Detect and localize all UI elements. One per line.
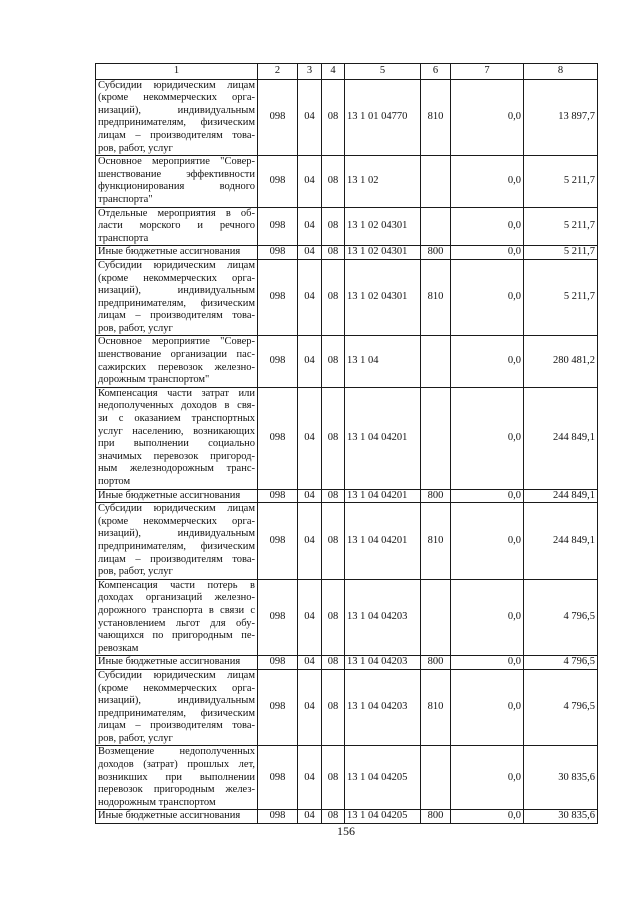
item-name-cell bbox=[96, 246, 258, 260]
column-8-cell: 280 481,2 bbox=[524, 336, 598, 387]
item-name-line: лицам – производителям това- bbox=[98, 720, 255, 732]
item-name-line: портом bbox=[98, 476, 131, 487]
column-number-header: 5 bbox=[345, 64, 421, 80]
item-name-line: (кроме некоммерческих орга- bbox=[98, 272, 255, 284]
column-7-cell: 0,0 bbox=[451, 387, 524, 489]
item-name-line: ным железнодорожным транс- bbox=[98, 463, 255, 475]
item-name-line: шенствование организации пас- bbox=[98, 349, 255, 361]
item-name-line: значимых перевозок пригород- bbox=[98, 450, 255, 462]
item-name-line: Основное мероприятие "Совер- bbox=[98, 156, 255, 168]
column-5-cell: 13 1 04 04201 bbox=[345, 489, 421, 503]
item-name-cell bbox=[96, 503, 258, 580]
table-row bbox=[96, 336, 598, 387]
item-name-line: Возмещение недополученных bbox=[98, 746, 255, 758]
table-row bbox=[96, 669, 598, 746]
column-6-cell: 810 bbox=[421, 503, 451, 580]
item-name-line: функционирования водного bbox=[98, 181, 255, 193]
column-7-cell: 0,0 bbox=[451, 810, 524, 824]
item-name-line: ласти морского и речного bbox=[98, 220, 255, 232]
item-name-cell bbox=[96, 656, 258, 670]
table-row bbox=[96, 156, 598, 207]
table-row bbox=[96, 656, 598, 670]
column-number-header: 8 bbox=[524, 64, 598, 80]
column-8-cell: 5 211,7 bbox=[524, 246, 598, 260]
item-name-line: низаций), индивидуальным bbox=[98, 104, 255, 116]
item-name-line: дорожного транспорта в связи с bbox=[98, 604, 255, 616]
column-6-cell: 800 bbox=[421, 489, 451, 503]
column-2-cell: 098 bbox=[258, 246, 298, 260]
table-row bbox=[96, 79, 598, 156]
column-4-cell: 08 bbox=[322, 79, 345, 156]
table-row bbox=[96, 746, 598, 810]
column-5-cell: 13 1 01 04770 bbox=[345, 79, 421, 156]
column-5-cell: 13 1 02 04301 bbox=[345, 259, 421, 336]
item-name-line: лицам – производителям това- bbox=[98, 553, 255, 565]
column-2-cell: 098 bbox=[258, 746, 298, 810]
column-5-cell: 13 1 02 04301 bbox=[345, 207, 421, 246]
item-name-line: предпринимателям, физическим bbox=[98, 540, 255, 552]
item-name-line: предпринимателям, физическим bbox=[98, 707, 255, 719]
column-6-cell: 800 bbox=[421, 810, 451, 824]
column-6-cell bbox=[421, 207, 451, 246]
column-7-cell: 0,0 bbox=[451, 336, 524, 387]
column-5-cell: 13 1 04 04201 bbox=[345, 503, 421, 580]
item-name-line: Субсидии юридическим лицам bbox=[98, 259, 255, 271]
table-row bbox=[96, 503, 598, 580]
column-4-cell: 08 bbox=[322, 656, 345, 670]
column-8-cell: 5 211,7 bbox=[524, 207, 598, 246]
column-2-cell: 098 bbox=[258, 810, 298, 824]
column-8-cell: 30 835,6 bbox=[524, 810, 598, 824]
item-name-line: доходов (затрат) прошлых лет, bbox=[98, 759, 255, 771]
item-name-line: ревозкам bbox=[98, 642, 139, 654]
item-name-line: при выполнении социально bbox=[98, 438, 255, 450]
column-7-cell: 0,0 bbox=[451, 579, 524, 656]
item-name-line: Субсидии юридическим лицам bbox=[98, 669, 255, 681]
column-7-cell: 0,0 bbox=[451, 669, 524, 746]
column-3-cell: 04 bbox=[298, 810, 322, 824]
table-row bbox=[96, 259, 598, 336]
column-7-cell: 0,0 bbox=[451, 656, 524, 670]
column-3-cell: 04 bbox=[298, 207, 322, 246]
item-name-line: возникших при выполнении bbox=[98, 771, 255, 783]
item-name-line: ров, работ, услуг bbox=[98, 566, 173, 578]
column-5-cell: 13 1 04 04201 bbox=[345, 387, 421, 489]
column-3-cell: 04 bbox=[298, 746, 322, 810]
column-number-header: 3 bbox=[298, 64, 322, 80]
item-name-line: шенствование эффективности bbox=[98, 168, 255, 180]
column-5-cell: 13 1 04 bbox=[345, 336, 421, 387]
item-name-line: нодорожным транспортом bbox=[98, 796, 216, 808]
column-6-cell bbox=[421, 156, 451, 207]
table-body bbox=[96, 79, 598, 823]
column-5-cell: 13 1 04 04205 bbox=[345, 810, 421, 824]
column-4-cell: 08 bbox=[322, 336, 345, 387]
item-name-line: дорожным транспортом" bbox=[98, 374, 210, 386]
column-6-cell: 800 bbox=[421, 656, 451, 670]
column-8-cell: 244 849,1 bbox=[524, 503, 598, 580]
column-4-cell: 08 bbox=[322, 669, 345, 746]
column-2-cell: 098 bbox=[258, 207, 298, 246]
column-8-cell: 244 849,1 bbox=[524, 489, 598, 503]
item-name-cell bbox=[96, 489, 258, 503]
item-name-cell bbox=[96, 810, 258, 824]
column-8-cell: 30 835,6 bbox=[524, 746, 598, 810]
column-8-cell: 5 211,7 bbox=[524, 259, 598, 336]
column-8-cell: 4 796,5 bbox=[524, 579, 598, 656]
column-2-cell: 098 bbox=[258, 387, 298, 489]
item-name-line: ров, работ, услуг bbox=[98, 732, 173, 744]
item-name-cell bbox=[96, 79, 258, 156]
column-3-cell: 04 bbox=[298, 79, 322, 156]
column-4-cell: 08 bbox=[322, 579, 345, 656]
item-name-line: Основное мероприятие "Совер- bbox=[98, 336, 255, 348]
column-6-cell: 800 bbox=[421, 246, 451, 260]
column-7-cell: 0,0 bbox=[451, 489, 524, 503]
item-name-line: Субсидии юридическим лицам bbox=[98, 79, 255, 91]
column-7-cell: 0,0 bbox=[451, 503, 524, 580]
column-4-cell: 08 bbox=[322, 387, 345, 489]
column-5-cell: 13 1 04 04205 bbox=[345, 746, 421, 810]
item-name-line: (кроме некоммерческих орга- bbox=[98, 682, 255, 694]
column-2-cell: 098 bbox=[258, 79, 298, 156]
item-name-cell bbox=[96, 207, 258, 246]
column-2-cell: 098 bbox=[258, 656, 298, 670]
item-name-line: ров, работ, услуг bbox=[98, 322, 173, 334]
column-3-cell: 04 bbox=[298, 579, 322, 656]
column-7-cell: 0,0 bbox=[451, 746, 524, 810]
item-name-line: установлением льгот для обу- bbox=[98, 617, 255, 629]
item-name-line: Иные бюджетные ассигнования bbox=[98, 656, 241, 668]
column-number-row bbox=[96, 64, 598, 80]
item-name-line: лицам – производителям това- bbox=[98, 129, 255, 141]
table-row bbox=[96, 387, 598, 489]
item-name-line: Отдельные мероприятия в об- bbox=[98, 207, 255, 219]
column-3-cell: 04 bbox=[298, 336, 322, 387]
table-row bbox=[96, 579, 598, 656]
item-name-line: ров, работ, услуг bbox=[98, 142, 173, 154]
item-name-line: низаций), индивидуальным bbox=[98, 285, 255, 297]
table-row bbox=[96, 207, 598, 246]
item-name-line: сажирских перевозок железно- bbox=[98, 361, 255, 373]
table-row bbox=[96, 246, 598, 260]
column-5-cell: 13 1 04 04203 bbox=[345, 656, 421, 670]
item-name-line: доходах организаций железно- bbox=[98, 592, 255, 604]
table-row bbox=[96, 489, 598, 503]
column-8-cell: 5 211,7 bbox=[524, 156, 598, 207]
item-name-line: недополученных доходов в свя- bbox=[98, 400, 255, 412]
column-4-cell: 08 bbox=[322, 489, 345, 503]
table-row bbox=[96, 810, 598, 824]
column-2-cell: 098 bbox=[258, 669, 298, 746]
item-name-line: услуг населению, возникающих bbox=[98, 425, 255, 437]
item-name-line: предпринимателям, физическим bbox=[98, 297, 255, 309]
column-6-cell bbox=[421, 387, 451, 489]
column-8-cell: 4 796,5 bbox=[524, 656, 598, 670]
column-5-cell: 13 1 04 04203 bbox=[345, 579, 421, 656]
item-name-line: транспорта" bbox=[98, 193, 153, 205]
column-number-header: 1 bbox=[96, 64, 258, 80]
column-6-cell: 810 bbox=[421, 669, 451, 746]
column-number-header: 6 bbox=[421, 64, 451, 80]
item-name-line: Иные бюджетные ассигнования bbox=[98, 246, 241, 258]
column-3-cell: 04 bbox=[298, 156, 322, 207]
column-4-cell: 08 bbox=[322, 810, 345, 824]
item-name-line: перевозок пригородным желез- bbox=[98, 784, 255, 796]
column-3-cell: 04 bbox=[298, 669, 322, 746]
item-name-line: Субсидии юридическим лицам bbox=[98, 503, 255, 515]
item-name-cell bbox=[96, 387, 258, 489]
item-name-line: Компенсация части потерь в bbox=[98, 579, 255, 591]
item-name-cell bbox=[96, 336, 258, 387]
column-number-header: 7 bbox=[451, 64, 524, 80]
column-4-cell: 08 bbox=[322, 207, 345, 246]
item-name-line: лицам – производителям това- bbox=[98, 310, 255, 322]
item-name-line: чающихся по пригородным пе- bbox=[98, 630, 255, 642]
column-7-cell: 0,0 bbox=[451, 246, 524, 260]
column-4-cell: 08 bbox=[322, 503, 345, 580]
column-2-cell: 098 bbox=[258, 579, 298, 656]
column-3-cell: 04 bbox=[298, 489, 322, 503]
column-2-cell: 098 bbox=[258, 489, 298, 503]
column-4-cell: 08 bbox=[322, 246, 345, 260]
column-7-cell: 0,0 bbox=[451, 207, 524, 246]
item-name-line: Иные бюджетные ассигнования bbox=[98, 810, 241, 822]
column-6-cell bbox=[421, 336, 451, 387]
column-6-cell bbox=[421, 746, 451, 810]
column-2-cell: 098 bbox=[258, 156, 298, 207]
item-name-line: зи с оказанием транспортных bbox=[98, 413, 255, 425]
column-3-cell: 04 bbox=[298, 246, 322, 260]
item-name-line: Иные бюджетные ассигнования bbox=[98, 489, 241, 501]
item-name-line: (кроме некоммерческих орга- bbox=[98, 515, 255, 527]
column-8-cell: 244 849,1 bbox=[524, 387, 598, 489]
item-name-line: низаций), индивидуальным bbox=[98, 528, 255, 540]
item-name-line: (кроме некоммерческих орга- bbox=[98, 92, 255, 104]
column-6-cell: 810 bbox=[421, 259, 451, 336]
column-2-cell: 098 bbox=[258, 259, 298, 336]
column-4-cell: 08 bbox=[322, 259, 345, 336]
column-8-cell: 4 796,5 bbox=[524, 669, 598, 746]
column-number-header: 4 bbox=[322, 64, 345, 80]
column-5-cell: 13 1 04 04203 bbox=[345, 669, 421, 746]
column-6-cell bbox=[421, 579, 451, 656]
column-4-cell: 08 bbox=[322, 746, 345, 810]
page-number: 156 bbox=[337, 824, 355, 838]
item-name-line: транспорта bbox=[98, 232, 149, 244]
column-5-cell: 13 1 02 04301 bbox=[345, 246, 421, 260]
column-7-cell: 0,0 bbox=[451, 156, 524, 207]
item-name-line: Компенсация части затрат или bbox=[98, 387, 255, 399]
column-3-cell: 04 bbox=[298, 259, 322, 336]
item-name-line: предпринимателям, физическим bbox=[98, 117, 255, 129]
item-name-cell bbox=[96, 259, 258, 336]
item-name-cell bbox=[96, 746, 258, 810]
column-5-cell: 13 1 02 bbox=[345, 156, 421, 207]
column-3-cell: 04 bbox=[298, 387, 322, 489]
item-name-cell bbox=[96, 156, 258, 207]
column-number-header: 2 bbox=[258, 64, 298, 80]
item-name-line: низаций), индивидуальным bbox=[98, 695, 255, 707]
item-name-cell bbox=[96, 579, 258, 656]
column-8-cell: 13 897,7 bbox=[524, 79, 598, 156]
column-3-cell: 04 bbox=[298, 656, 322, 670]
column-7-cell: 0,0 bbox=[451, 259, 524, 336]
column-7-cell: 0,0 bbox=[451, 79, 524, 156]
item-name-cell bbox=[96, 669, 258, 746]
column-6-cell: 810 bbox=[421, 79, 451, 156]
column-2-cell: 098 bbox=[258, 336, 298, 387]
column-3-cell: 04 bbox=[298, 503, 322, 580]
column-4-cell: 08 bbox=[322, 156, 345, 207]
budget-table bbox=[95, 63, 598, 824]
column-2-cell: 098 bbox=[258, 503, 298, 580]
